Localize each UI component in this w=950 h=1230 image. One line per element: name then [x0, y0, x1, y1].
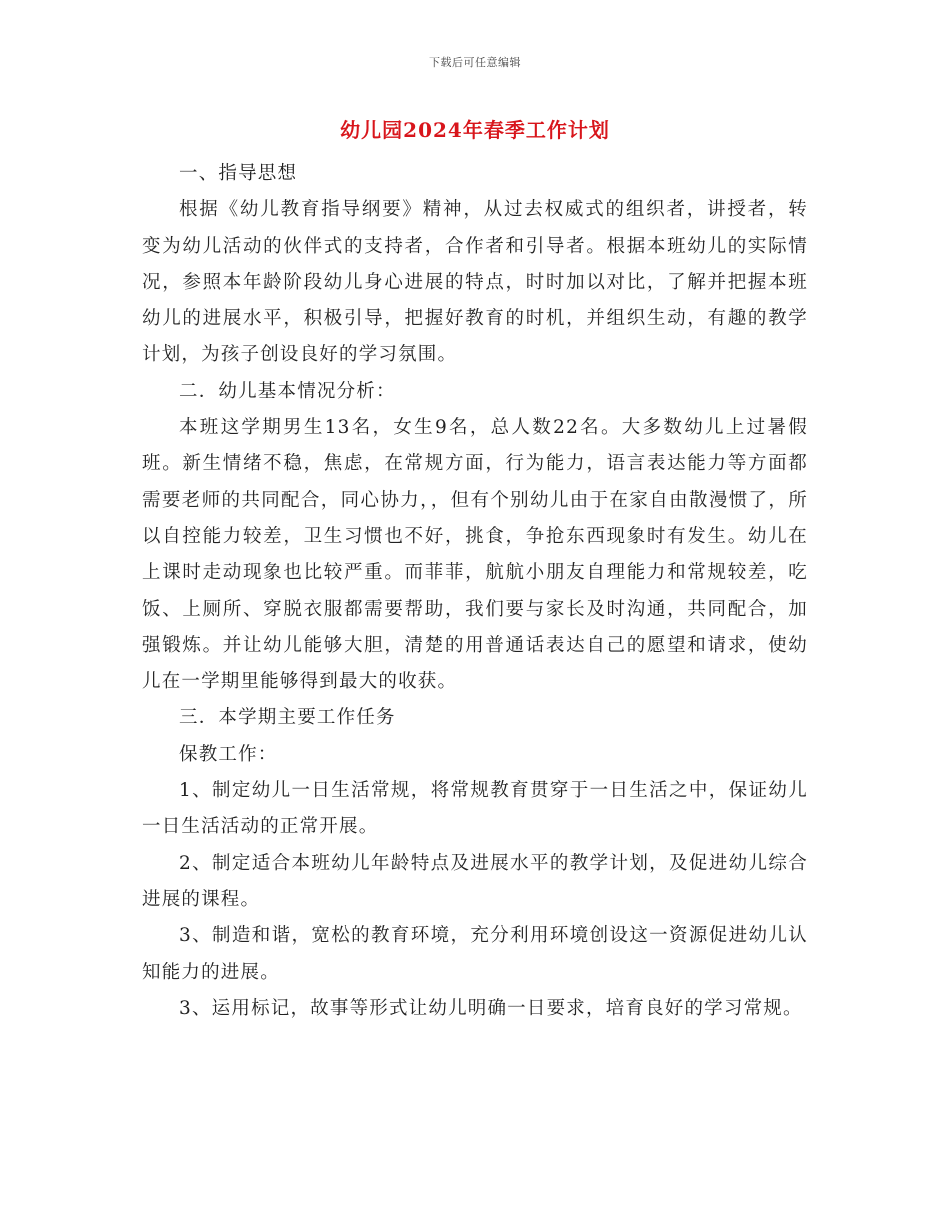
document-title: 幼儿园2024年春季工作计划 — [340, 118, 610, 142]
list-item-1: 1、制定幼儿一日生活常规，将常规教育贯穿于一日生活之中，保证幼儿一日生活活动的正常开展。 — [142, 780, 808, 838]
paragraph-guiding-ideology: 根据《幼儿教育指导纲要》精神，从过去权威式的组织者，讲授者，转变为幼儿活动的伙伴式的支持者，合作者和引导者。根据本班幼儿的实际情况，参照本年龄阶段幼儿身心进展的特点，时时加以对比，了解并把握本班幼儿的进展水平，积极引导，把握好教育的时机，并组织生动，有趣的教学计划，为孩子创设良好的学习氛围。 — [142, 199, 808, 366]
section-heading-basic-situation: 二．幼儿基本情况分析： — [179, 380, 396, 402]
header-note: 下载后可任意编辑 — [429, 56, 521, 69]
list-item-2: 2、制定适合本班幼儿年龄特点及进展水平的教学计划，及促进幼儿综合进展的课程。 — [142, 852, 808, 910]
section-heading-guiding-ideology: 一、指导思想 — [179, 163, 298, 184]
paragraph-basic-situation: 本班这学期男生13名，女生9名，总人数22名。大多数幼儿上过暑假班。新生情绪不稳，焦虑，在常规方面，行为能力，语言表达能力等方面都需要老师的共同配合，同心协力，，但有个别幼儿由于在家自由散漫惯了，所以自控能力较差，卫生习惯也不好，挑食，争抢东西现象时有发生。幼儿在上课时走动现象也比较严重。而菲菲，航航小朋友自理能力和常规较差，吃饭、上厕所、穿脱衣服都需要帮助，我们要与家长及时沟通，共同配合，加强锻炼。并让幼儿能够大胆，清楚的用普通话表达自己的愿望和请求，使幼儿在一学期里能够得到最大的收获。 — [142, 417, 808, 693]
document-body — [142, 156, 808, 1027]
section-heading-main-tasks: 三．本学期主要工作任务 — [179, 707, 396, 729]
list-item-4: 3、运用标记，故事等形式让幼儿明确一日要求，培育良好的学习常规。 — [179, 997, 803, 1019]
list-item-3: 3、制造和谐，宽松的教育环境，充分利用环境创设这一资源促进幼儿认知能力的进展。 — [142, 925, 808, 983]
subheading-care-education: 保教工作： — [179, 743, 278, 765]
